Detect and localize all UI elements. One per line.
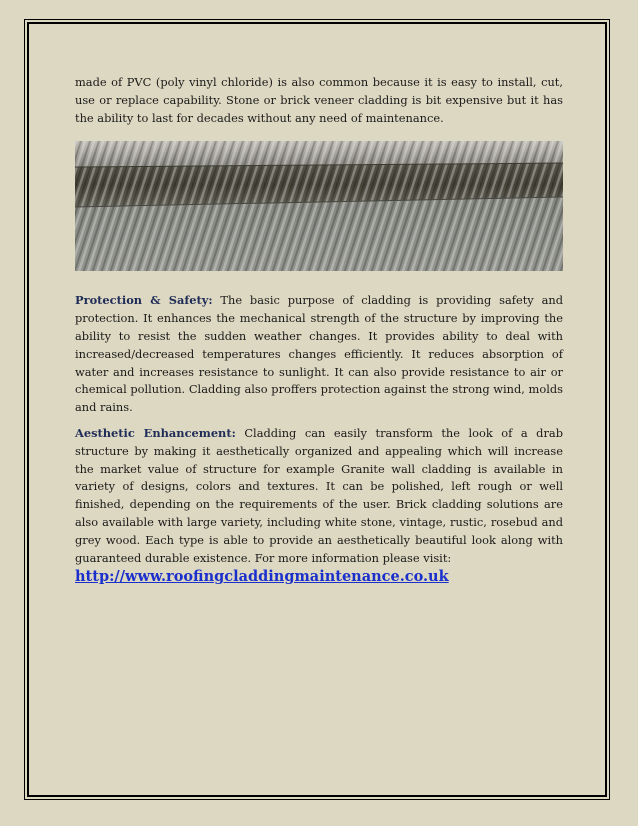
protection-paragraph	[75, 292, 563, 417]
roof-cladding-photo	[75, 141, 563, 271]
aesthetic-text: Cladding can easily transform the look of a drab structure by making it aesthetically organized and appealing which will increase the market value of structure for example Granite wall cladding is available in variety of designs, colors and textures. It can be polished, left rough or well finished, depending on the requirements of the user. Brick cladding solutions are also available with large variety, including white stone, vintage, rustic, rosebud and grey wood. Each type is able to provide an aesthetically beautiful look along with guaranteed durable existence. For more information please visit:	[75, 425, 563, 565]
aesthetic-heading: Aesthetic Enhancement:	[75, 425, 236, 440]
document-body	[75, 74, 563, 587]
intro-paragraph: made of PVC (poly vinyl chloride) is also common because it is easy to install, cut, use or replace capability. Stone or brick veneer cladding is bit expensive but it has the ability to last for decades without any need of maintenance.	[75, 75, 563, 125]
website-link[interactable]: http://www.roofingcladdingmaintenance.co.uk	[75, 568, 449, 586]
protection-heading: Protection & Safety:	[75, 293, 213, 308]
protection-text: The basic purpose of cladding is providing safety and protection. It enhances the mechanical strength of the structure by improving the ability to resist the sudden weather changes. It provides ability to deal with increased/decreased temperatures changes efficiently. It reduces absorption of water and increases resistance to sunlight. It can also provide resistance to air or chemical pollution. Cladding also proffers protection against the strong wind, molds and rains.	[75, 293, 563, 415]
aesthetic-paragraph	[75, 425, 563, 567]
